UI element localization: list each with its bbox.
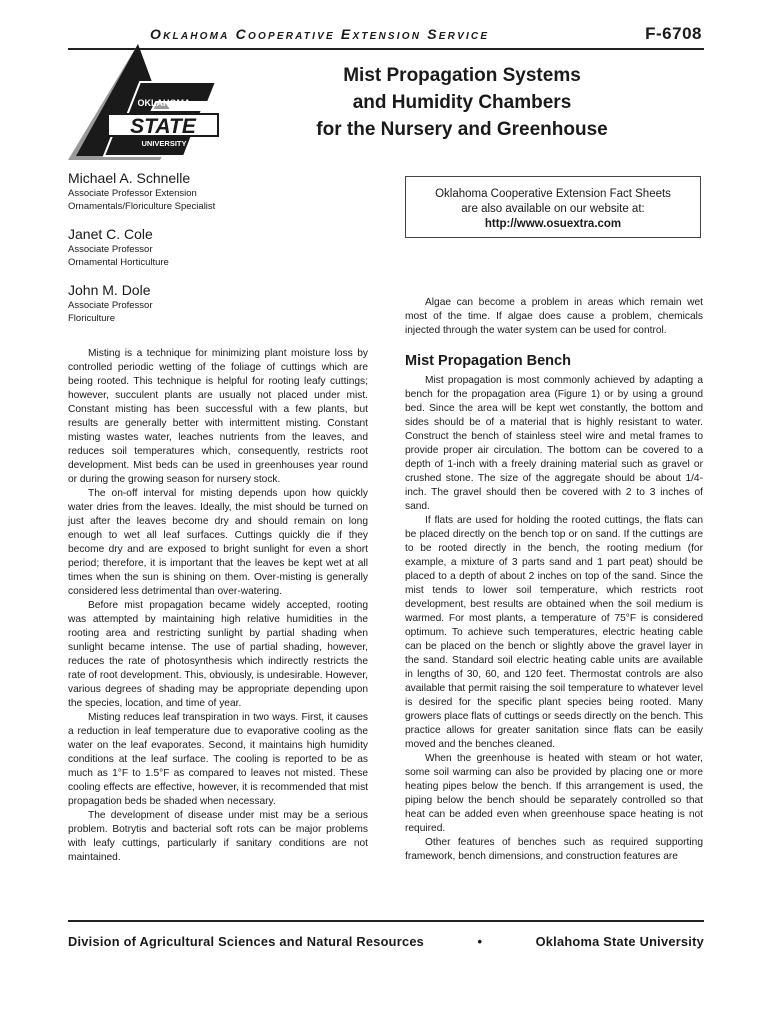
body-paragraph: Mist propagation is most commonly achieved by adapting a bench for the propagation area (Figure 1) or by using a ground bed. Since the area will be kept wet constantly, the bottom and sides should be of a material that is highly resistant to water. Construct the bench of stainless steel wire and metal frames to provide proper air circulation. The bottom can be covered to a depth of 1-inch with a freely draining material such as gravel or crushed stone. The size of the aggregate should be about 1/4-inch. The gravel should then be covered with 2 to 3 inches of sand. xyxy=(405,375,703,512)
body-paragraph: The development of disease under mist may be a serious problem. Botrytis and bacterial soft rots can be major problems with leafy cuttings, particularly if sanitary conditions are not maintained. xyxy=(68,810,368,863)
title-line-1: Mist Propagation Systems xyxy=(343,65,581,86)
author-department: Ornamental Horticulture xyxy=(68,257,169,268)
author-name: Michael A. Schnelle xyxy=(68,170,191,186)
body-paragraph: When the greenhouse is heated with steam or hot water, some soil warming can also be provided by placing one or more heating pipes below the bench. If this arrangement is used, the piping below the bench should be separately controlled so that heat can be added even when greenhouse space heating is not required. xyxy=(405,753,703,834)
title-line-3: for the Nursery and Greenhouse xyxy=(316,119,608,140)
body-paragraph: Misting reduces leaf transpiration in two ways. First, it causes a reduction in leaf temperature due to evaporative cooling as the water on the leaf evaporates. Second, it maintains high humidity conditions at the leaf surface. The cooling is reported to be as much as 1°F to 1.5°F as compared to leaves not misted. These cooling effects are effective, however, it is recommended that mist propagation beds be shaded when necessary. xyxy=(68,712,368,807)
author-entry xyxy=(68,282,368,325)
footer-university: Oklahoma State University xyxy=(535,934,704,949)
section-heading: Mist Propagation Bench xyxy=(405,353,571,369)
author-title: Associate Professor xyxy=(68,244,153,255)
author-name: John M. Dole xyxy=(68,282,151,298)
body-paragraph: If flats are used for holding the rooted cuttings, the flats can be placed directly on the bench top or on sand. If the cuttings are to be rooted directly in the bench, the rooting medium (for example, a mixture of 3 parts sand and 1 part peat) should be placed to a depth of about 2 inches on top of the sand. Since the mist tends to lower soil temperature, which restricts root development, best results are obtained when the soil medium is warmed. For most plants, a temperature of 75°F is considered optimum. To achieve such temperatures, electric heating cable can be placed on the bench or slightly above the gravel layer in the sand. Standard soil electric heating cable units are available in lengths of 30, 60, and 120 feet. Thermostat controls are also available that permit raising the soil temperature to whatever level is desired for the specific plant species being rooted. Many growers place flats of cuttings or seeds directly on the bench. This practice allows for greater sanitation since flats can be easily moved and the benches cleaned. xyxy=(405,515,703,750)
footer-bar xyxy=(68,920,704,949)
author-title: Associate Professor Extension xyxy=(68,188,197,199)
body-paragraph: Other features of benches such as required supporting framework, bench dimensions, and construction features are xyxy=(405,837,703,862)
author-list xyxy=(68,170,368,338)
author-title: Associate Professor xyxy=(68,300,153,311)
author-department: Floriculture xyxy=(68,313,115,324)
logo-main-text: STATE xyxy=(130,115,196,138)
website-notice-box xyxy=(405,176,701,238)
body-paragraph: Misting is a technique for minimizing plant moisture loss by controlled periodic wetting of the foliage of cuttings which are being rooted. This technique is helpful for rooting leafy cuttings; however, succulent plants are usually not placed under mist. Constant misting has been successful with a few plants, but results are generally better with intermittent misting. Constant misting wastes water, leaches nutrients from the leaves, and reduces soil temperatures which, consequently, restricts root development. Mist beds can be used in greenhouses year round or during the growing season for nursery stock. xyxy=(68,348,368,485)
right-column xyxy=(405,296,703,864)
notice-line-1: Oklahoma Cooperative Extension Fact Sheets xyxy=(435,188,671,200)
author-department: Ornamentals/Floriculture Specialist xyxy=(68,201,216,212)
document-title xyxy=(262,62,662,143)
author-entry xyxy=(68,226,368,269)
footer-division: Division of Agricultural Sciences and Natural Resources xyxy=(68,934,425,949)
body-paragraph: The on-off interval for misting depends upon how quickly water dries from the leaves. Ideally, the mist should be turned on just after the leaves become dry and should remain on long enough to wet all leaf surfaces. Cuttings quickly die if they become dry and are exposed to bright sunlight for even a short period; therefore, it is important that the leaves be kept wet at all times when the sun is shining on them. Over-misting is generally considered less detrimental than over-watering. xyxy=(68,488,368,597)
body-paragraph: Algae can become a problem in areas which remain wet most of the time. If algae does cause a problem, chemicals injected through the water system can be used for control. xyxy=(405,297,703,336)
body-paragraph: Before mist propagation became widely accepted, rooting was attempted by maintaining high relative humidities in the rooting area and restricting sunlight by partial shading when sunlight became intense. The use of partial shading, however, reduces the rate of photosynthesis which indirectly restricts the rate of root development. This, obviously, is undesirable. However, various degrees of shading may be appropriate depending upon the species, location, and time of year. xyxy=(68,600,368,709)
author-name: Janet C. Cole xyxy=(68,226,153,242)
notice-line-2: are also available on our website at: xyxy=(461,203,645,215)
header-organization: Oklahoma Cooperative Extension Service xyxy=(150,26,490,42)
left-column xyxy=(68,347,368,865)
title-line-2: and Humidity Chambers xyxy=(352,92,572,113)
website-link[interactable]: http://www.osuextra.com xyxy=(484,218,622,230)
author-entry xyxy=(68,170,368,213)
footer-separator: • xyxy=(477,934,483,949)
fact-sheet-code: F-6708 xyxy=(645,24,702,43)
osu-logo xyxy=(68,44,228,166)
logo-top-text: OKLAHOMA xyxy=(137,98,191,108)
logo-bottom-text: UNIVERSITY xyxy=(141,139,187,148)
